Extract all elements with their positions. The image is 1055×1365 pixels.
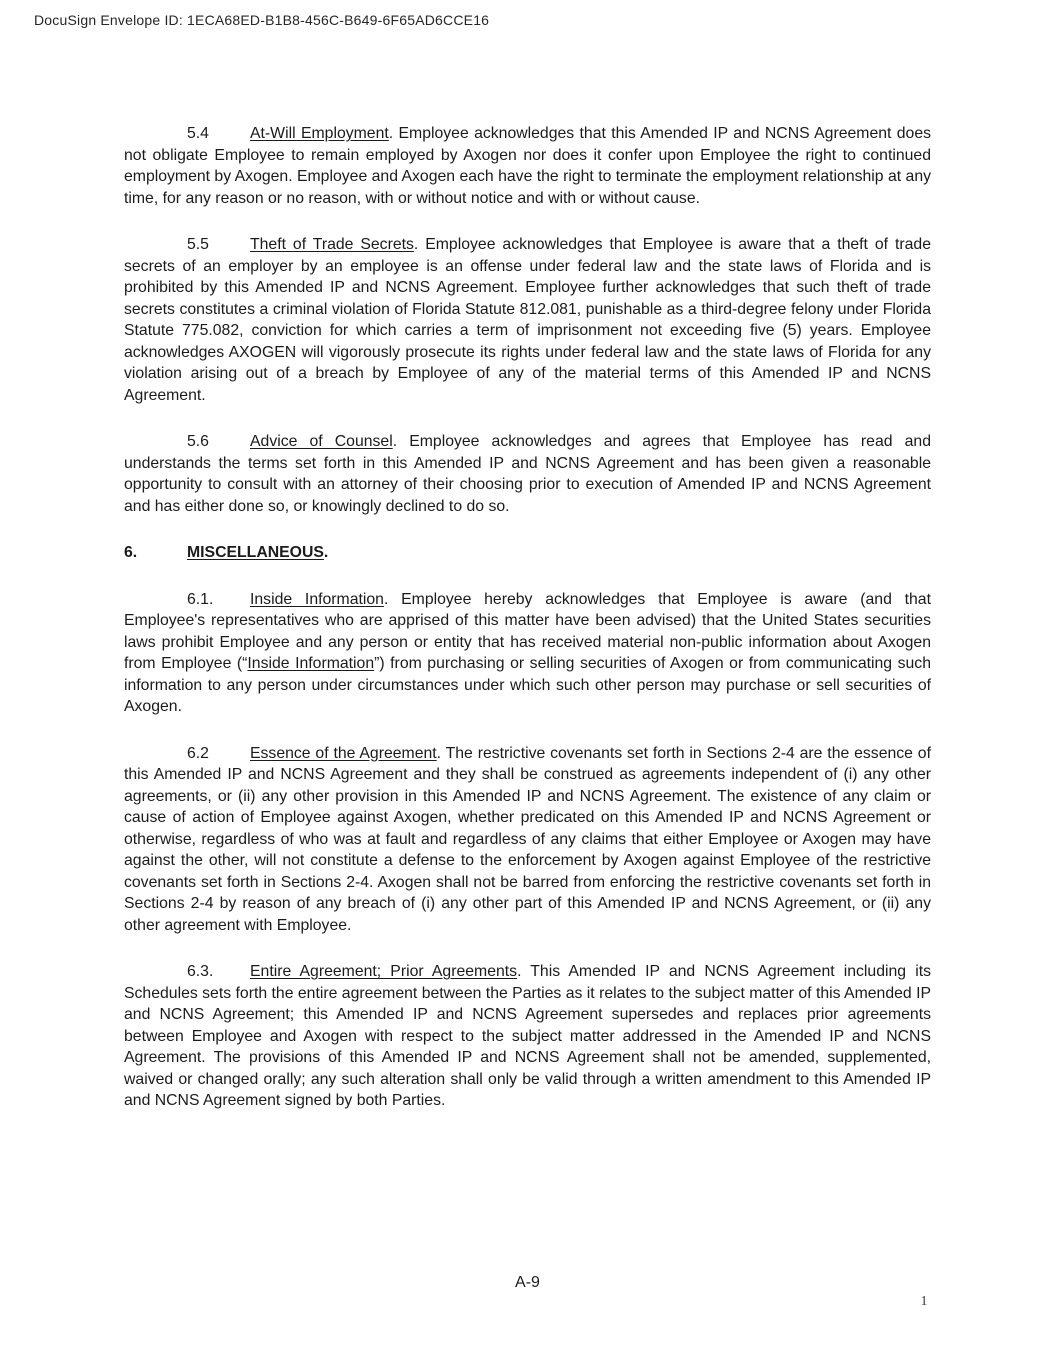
section-heading-text: MISCELLANEOUS — [187, 544, 324, 561]
body-text-segment: . — [323, 544, 329, 561]
document-body — [124, 123, 931, 1137]
section-heading-text: Advice of Counsel — [250, 433, 393, 450]
section-heading-text: At-Will Employment — [250, 125, 389, 142]
section-number: 5.4 — [187, 125, 209, 142]
section-6-2 — [124, 743, 931, 937]
section-5-5 — [124, 234, 931, 406]
section-5-6 — [124, 431, 931, 517]
body-text-segment: . This Amended IP and NCNS Agreement including its Schedules sets forth the entire agreement between the Parties as it relates to the subject matter of this Amended IP and NCNS Agreement; this Amended IP and NCNS Agreement supersedes and replaces prior agreements between Employee and Axogen with respect to the subject matter addressed in the Amended IP and NCNS Agreement. The provisions of this Amended IP and NCNS Agreement shall not be amended, supplemented, waived or changed orally; any such alteration shall only be valid through a written amendment to this Amended IP and NCNS Agreement signed by both Parties. — [124, 963, 931, 1109]
section-number: 5.5 — [187, 236, 209, 253]
page-footer-label: A-9 — [515, 1274, 540, 1291]
section-number: 5.6 — [187, 433, 209, 450]
section-6-heading — [124, 542, 931, 564]
section-number: 6.2 — [187, 744, 209, 762]
page-number: 1 — [920, 1294, 928, 1309]
docusign-envelope-id: DocuSign Envelope ID: 1ECA68ED-B1B8-456C-B649-6F65AD6CCE16 — [34, 12, 490, 28]
section-heading-text: Inside Information — [247, 655, 375, 672]
section-number: 6.1. — [187, 590, 214, 608]
section-heading-text: Inside Information — [250, 590, 384, 608]
section-6-3 — [124, 961, 931, 1112]
section-5-4 — [124, 123, 931, 209]
body-text-segment: ”) from purchasing or selling securities of Axogen or from communicating such information to any person under circumstances under which such other person may purchase or sell securities of Axogen. — [124, 655, 931, 715]
section-heading-text: Theft of Trade Secrets — [250, 236, 414, 253]
body-text-segment: . Employee acknowledges and agrees that Employee has read and understands the terms set forth in this Amended IP and NCNS Agreement and has been given a reasonable opportunity to consult with an attorney of their choosing prior to execution of Amended IP and NCNS Agreement and has either done so, or knowingly declined to do so. — [124, 433, 931, 515]
body-text-segment: . Employee acknowledges that this Amended IP and NCNS Agreement does not obligate Employee to remain employed by Axogen nor does it confer upon Employee the right to continued employment by Axogen. Employee and Axogen each have the right to terminate the employment relationship at any time, for any reason or no reason, with or without notice and with or without cause. — [124, 125, 932, 207]
body-text-segment: . Employee hereby acknowledges that Employee is aware (and that Employee's representatives who are apprised of this matter have been advised) that the United States securities laws prohibit Employee and any person or entity that has received material non-public information about Axogen from Employee (“ — [124, 590, 931, 672]
body-text-segment: . The restrictive covenants set forth in Sections 2-4 are the essence of this Amended IP and NCNS Agreement and they shall be construed as agreements independent of (i) any other agreements, or (ii) any other provision in this Amended IP and NCNS Agreement. The existence of any claim or cause of action of Employee against Axogen, whether predicated on this Amended IP and NCNS Agreement or otherwise, regardless of who was at fault and regardless of any claims that either Employee or Axogen may have against the other, will not constitute a defense to the enforcement by Axogen against Employee of the restrictive covenants set forth in Sections 2-4. Axogen shall not be barred from enforcing the restrictive covenants set forth in Sections 2-4 by reason of any breach of (i) any other part of this Amended IP and NCNS Agreement, or (ii) any other agreement with Employee. — [124, 744, 931, 934]
section-number: 6. — [124, 544, 138, 561]
body-text-segment: . Employee acknowledges that Employee is aware that a theft of trade secrets of an employer by an employee is an offense under federal law and the state laws of Florida and is prohibited by this Amended IP and NCNS Agreement. Employee further acknowledges that such theft of trade secrets constitutes a criminal violation of Florida Statute 812.081, punishable as a third-degree felony under Florida Statute 775.082, conviction for which carries a term of imprisonment not exceeding five (5) years. Employee acknowledges AXOGEN will vigorously prosecute its rights under federal law and the state laws of Florida for any violation arising out of a breach by Employee of any of the material terms of this Amended IP and NCNS Agreement. — [124, 236, 931, 404]
section-number: 6.3. — [187, 963, 214, 980]
section-6-1 — [124, 589, 931, 718]
section-heading-text: Essence of the Agreement — [250, 744, 437, 762]
section-heading-text: Entire Agreement; Prior Agreements — [250, 963, 518, 980]
